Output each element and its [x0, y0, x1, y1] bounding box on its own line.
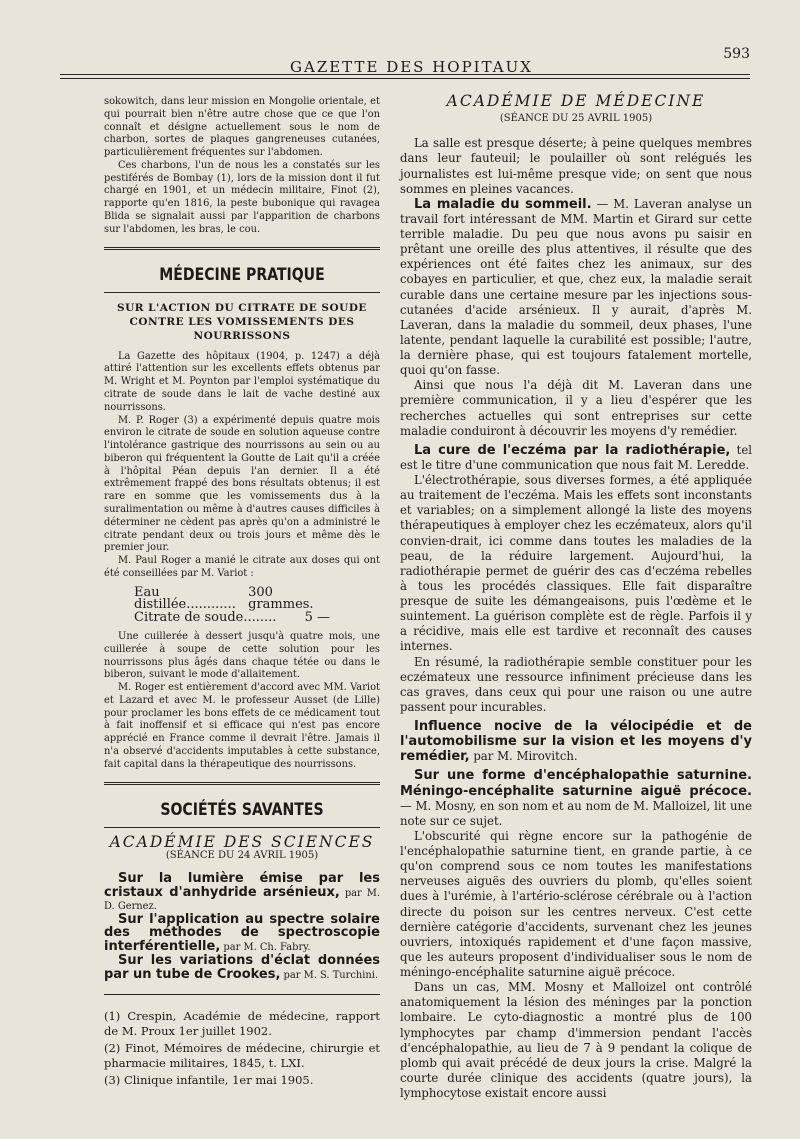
paragraph: Ces charbons, l'un de nous les a constatés sur les pestiférés de Bombay (1), lors de la mission dont il fut chargé en 1901, et un médecin militaire, Finot (2), rapporte qu'en 1816, la peste bubonique qui ravagea Blida se signalait aussi par l'apparition de charbons sur l'abdomen, les bras, le cou.	[104, 159, 380, 235]
paragraph: Une cuillerée à dessert jusqu'à quatre mois, une cuillerée à soupe de cette solution pour les nourrissons plus âgés dans chaque tétée ou dans le biberon, suivant le mode d'allaitement.	[104, 631, 380, 681]
section-paragraph	[400, 719, 752, 764]
communication-title: Sur la lumière émise par les cristaux d'anhydride arsénieux,	[104, 871, 380, 900]
recipe-line	[104, 584, 380, 613]
paragraph: sokowitch, dans leur mission en Mongolie orientale, et qui pourrait bien n'être autre chose que ce que l'on connaît et désigne actuellement sous le nom de charbon, sortes de plaques gangreneuses cutanées, particulièrement fréquentes sur l'abdomen.	[104, 96, 380, 159]
section-text: L'obscurité qui règne encore sur la pathogénie de l'encéphalopathie saturnine tient, en grande partie, à ce qu'on comprend sous ce nom toutes les manifestations nerveuses aiguës des ouvriers du plomb, qu'elles soient dues à l'urémie, à l'artério-sclérose cérébrale ou à l'action directe du poison sur les centres nerveux. C'est cette dernière catégorie d'accidents, survenant chez les jeunes ouvriers, intoxiqués rapidement et d'une façon massive, que les auteurs proposent d'individualiser sous le nom de méningo-encéphalite saturnine aiguë précoce.	[400, 828, 752, 979]
section-rule	[104, 247, 380, 250]
section-text: par M. Mirovitch.	[469, 749, 578, 764]
section-title: La maladie du sommeil.	[414, 196, 592, 212]
academy-heading: ACADÉMIE DES SCIENCES	[109, 832, 375, 851]
footnotes	[104, 1009, 380, 1088]
recipe-item: Eau distillée............	[134, 584, 236, 613]
section-paragraph	[400, 655, 752, 716]
section-text: L'électrothérapie, sous diverses formes, a été appliquée au traitement de l'eczéma. Mais les effets sont inconstants et variables; on a simplement allongé la liste des moyens thérapeutiques à employer chez les eczémateux, alors qu'il convien-drait, ici comme dans toutes les maladies de la peau, de la réduire largement. Aujourd'hui, la radiothérapie permet de guérir des cas d'eczéma rebelles à tous les procédés classiques. Elle fait disparaître presque de suite les démangeaisons, puis l'œdème et le suintement. La guérison complète est de règle. Parfois il y a récidive, mais elle est tardive et reconnaît des causes internes.	[400, 473, 752, 654]
footnote: (2) Finot, Mémoires de médecine, chirurgie et pharmacie militaires, 1845, t. LXI.	[104, 1041, 380, 1071]
divider	[104, 827, 380, 828]
divider	[104, 292, 380, 293]
page-number: 593	[723, 46, 750, 62]
page-header	[60, 46, 750, 80]
paragraph: La Gazette des hôpitaux (1904, p. 1247) a déjà attiré l'attention sur les excellents effets obtenus par M. Wright et M. Poynton par l'emploi systématique du citrate de soude dans le lait de vache destiné aux nourrissons.	[104, 350, 380, 413]
communication	[104, 911, 380, 955]
section-paragraph	[400, 829, 752, 980]
paragraph: M. P. Roger (3) a expérimenté depuis quatre mois environ le citrate de soude en solution aqueuse contre l'intolérance gastrique des nourrissons au sein ou au biberon qui fréquentent la Goutte de Lait qu'il a créée à l'hôpital Péan depuis l'an dernier. Il a été extrêmement frappé des bons résultats obtenus; il est rare en somme que les vomissements dus à la suralimentation ou même à d'autres causes difficiles à déterminer ne cèdent pas après qu'on a administré le citrate pendant deux ou trois jours et même dès le premier jour.	[104, 414, 380, 554]
paragraph: La salle est presque déserte; à peine quelques membres dans leur fauteuil; le poulailler où sont relégués les journalistes est lui-même presque vide; on sent que nous sommes en pleines vacances.	[400, 136, 752, 196]
right-column	[400, 94, 752, 1101]
communication-title: Sur les variations d'éclat données par un tube de Crookes,	[104, 952, 380, 982]
section-paragraph	[400, 197, 752, 379]
recipe-line	[104, 612, 380, 625]
communication-author: par M. S. Turchini.	[280, 969, 379, 981]
communication-title: Sur l'application au spectre solaire des méthodes de spectroscopie interférentielle,	[104, 911, 380, 955]
communication	[104, 873, 380, 913]
section-heading-societes-savantes: SOCIÉTÉS SAVANTES	[160, 799, 324, 820]
section-text: — M. Laveran analyse un travail fort intéressant de MM. Martin et Girard sur cette terrible maladie. Du peu que nous avons pu saisir en prêtant une oreille des plus attentives, il résulte que des expériences ont été faites chez les animaux, sur des cobayes en particulier, et que, chez eux, la maladie serait curable dans une certaine mesure par les injections sous-cutanées d'acide arsénieux. Il y aurait, d'après M. Laveran, dans la maladie du sommeil, deux phases, l'une latente, pendant laquelle la curabilité est possible; l'autre, la dernière phase, qui est toujours fatalement mortelle, quoi qu'on fasse.	[400, 196, 752, 378]
recipe-item: Citrate de soude........	[134, 610, 277, 626]
communication	[104, 952, 380, 983]
section-paragraph	[400, 378, 752, 439]
header-rule	[60, 74, 750, 75]
section-title: Sur une forme d'encéphalopathie saturnine. Méningo-encéphalite saturnine aiguë précoce.	[400, 768, 752, 799]
section-text: tel est le titre d'une communication que nous fait M. Leredde.	[400, 442, 752, 472]
section-paragraph	[400, 473, 752, 655]
section-heading-medecine-pratique: MÉDECINE PRATIQUE	[159, 264, 325, 285]
communication-author: par M. Ch. Fabry.	[220, 942, 311, 954]
recipe-qty: 5 —	[304, 610, 330, 626]
recipe-qty: 300 grammes.	[248, 584, 314, 613]
section-paragraph	[400, 980, 752, 1101]
recipe	[104, 584, 380, 626]
paragraph: M. Roger est entièrement d'accord avec MM. Variot et Lazard et avec M. le professeur Ausset (de Lille) pour proclamer les bons effets de ce médicament tout à fait inoffensif et si efficace qui n'est pas encore apprécié en France comme il devrait l'être. Jamais il n'a observé d'accidents imputables à cette substance, fait capital dans la thérapeutique des nourrissons.	[104, 682, 380, 770]
section-rule	[104, 782, 380, 785]
header-rule-thin	[60, 78, 750, 79]
footnote: (3) Clinique infantile, 1er mai 1905.	[104, 1073, 314, 1088]
footnote-rule	[104, 994, 380, 995]
section-text: Dans un cas, MM. Mosny et Malloizel ont contrôlé anatomiquement la lésion des méninges par la ponction lombaire. Le cyto-diagnostic a montré plus de 100 lymphocytes par champ d'immersion pendant l'accès d'encéphalopathie, au lieu de 7 à 9 pendant la colique de plomb qui avait précédé de deux jours la crise. Malgré la courte durée clinique des accidents (quatre jours), la lymphocytose existait encore aussi	[400, 980, 752, 1100]
section-paragraph	[400, 768, 752, 829]
journal-title: GAZETTE DES HOPITAUX	[290, 58, 533, 76]
section-text: En résumé, la radiothérapie semble constituer pour les eczémateux une ressource infiniment précieuse dans les cas graves, dans ceux qui pour une raison ou une autre passent pour incurables.	[400, 654, 752, 714]
footnote: (1) Crespin, Académie de médecine, rapport de M. Proux 1er juillet 1902.	[104, 1009, 380, 1039]
section-text: Ainsi que nous l'a déjà dit M. Laveran dans une première communication, il y a lieu d'espérer que les recherches actuelles qui sont entreprises sur cette maladie conduiront à découvrir les moyens d'y remédier.	[400, 378, 752, 438]
section-text: — M. Mosny, en son nom et au nom de M. Malloizel, lit une note sur ce sujet.	[400, 798, 752, 828]
seance-date: (SÉANCE DU 25 AVRIL 1905)	[499, 113, 653, 125]
left-column	[104, 96, 380, 1090]
section-paragraph	[400, 443, 752, 473]
article-subheading: SUR L'ACTION DU CITRATE DE SOUDE CONTRE LES VOMISSEMENTS DES NOURRISSONS	[117, 301, 367, 342]
paragraph: M. Paul Roger a manié le citrate aux doses qui ont été conseillées par M. Variot :	[104, 555, 380, 579]
communication-author: par M. D. Gernez.	[104, 887, 380, 912]
seance-date: (SÉANCE DU 24 AVRIL 1905)	[165, 850, 319, 862]
academy-heading: ACADÉMIE DE MÉDECINE	[446, 92, 706, 110]
section-title: La cure de l'eczéma par la radiothérapie,	[414, 442, 731, 458]
section-title: Influence nocive de la vélocipédie et de l'automobilisme sur la vision et les moyens d'y remédier,	[400, 719, 752, 765]
